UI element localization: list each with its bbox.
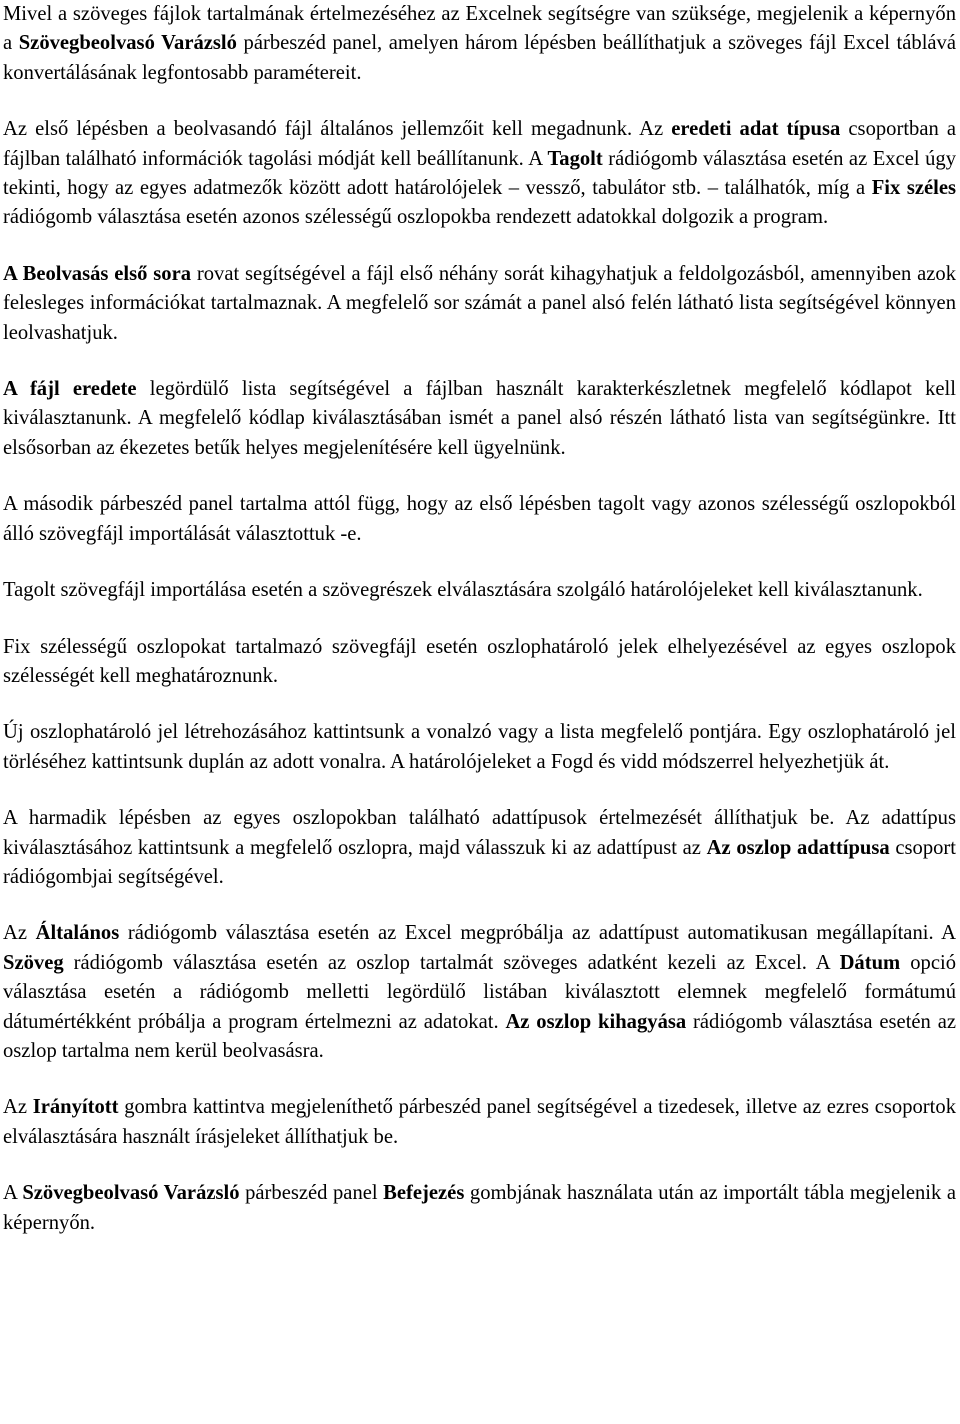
paragraph: [3, 115, 956, 233]
bold-term: A fájl eredete: [3, 378, 137, 401]
bold-term: Irányított: [32, 1096, 119, 1119]
text-run: rádiógomb választása esetén az oszlop tartalmát szöveges adatként kezeli az Excel. A: [63, 951, 840, 974]
bold-term: Szövegbeolvasó Varázsló: [18, 32, 237, 55]
bold-term: eredeti adat típusa: [671, 118, 841, 141]
text-run: Tagolt szövegfájl importálása esetén a szövegrészek elválasztására szolgáló határolójeleket kell kiválasztanunk.: [3, 579, 923, 602]
text-run: legördülő lista segítségével a fájlban használt karakterkészletnek megfelelő kódlapot kell kiválasztanunk. A megfelelő kódlap kiválasztásában ismét a panel alsó részén látható lista van segítségünkre. Itt elsősorban az ékezetes betűk helyes megjelenítésére kell ügyelnünk.: [3, 378, 956, 459]
paragraph: [3, 633, 956, 692]
text-run: rádiógomb választása esetén az Excel úgy tekinti, hogy az egyes adatmezők között adott határolójelek – vessző, tabulátor stb. – találhatók, míg a: [3, 147, 956, 200]
paragraph: [3, 919, 956, 1066]
paragraph: [3, 1093, 956, 1152]
bold-term: Dátum: [839, 951, 901, 974]
paragraph: [3, 718, 956, 777]
text-run: Mivel a szöveges fájlok tartalmának értelmezéséhez az Excelnek segítségre van szüksége, megjelenik a képernyőn a: [3, 3, 956, 55]
text-run: Fix szélességű oszlopokat tartalmazó szövegfájl esetén oszlophatároló jelek elhelyezésével az egyes oszlopok szélességét kell meghatároznunk.: [3, 635, 956, 687]
text-run: A második párbeszéd panel tartalma attól függ, hogy az első lépésben tagolt vagy azonos szélességű oszlopokból álló szövegfájl importálását választottuk -e.: [3, 493, 956, 545]
text-run: csoport rádiógombjai segítségével.: [3, 836, 957, 888]
bold-term: Az oszlop kihagyása: [505, 1010, 687, 1033]
paragraph: [3, 375, 956, 463]
bold-term: A Beolvasás első sora: [3, 262, 192, 285]
text-run: Az: [3, 1096, 33, 1119]
text-run: rádiógomb választása esetén az oszlop tartalma nem kerül beolvasásra.: [3, 1010, 956, 1062]
text-run: rádiógomb választása esetén azonos szélességű oszlopokba rendezett adatokkal dolgozik a program.: [3, 206, 829, 229]
text-run: rovat segítségével a fájl első néhány sorát kihagyhatjuk a feldolgozásból, amennyiben azok felesleges információkat tartalmaznak. A megfelelő sor számát a panel alsó felén látható lista segítségével könnyen leolvashatjuk.: [3, 262, 957, 344]
bold-term: Szövegbeolvasó Varázsló: [22, 1182, 240, 1205]
paragraph: [3, 1179, 956, 1238]
paragraph: [3, 260, 956, 348]
paragraph: [3, 576, 956, 605]
text-run: párbeszéd panel, amelyen három lépésben beállíthatjuk a szöveges fájl Excel táblává konvertálásának legfontosabb paramétereit.: [3, 32, 956, 84]
paragraph: [3, 490, 956, 549]
bold-term: Befejezés: [383, 1182, 465, 1205]
document-page: [3, 0, 956, 1238]
text-run: gombjának használata után az importált tábla megjelenik a képernyőn.: [3, 1182, 957, 1234]
text-run: Az első lépésben a beolvasandó fájl általános jellemzőit kell megadnunk. Az: [3, 118, 672, 141]
bold-term: Szöveg: [3, 951, 64, 974]
text-run: gombra kattintva megjeleníthető párbeszéd panel segítségével a tizedesek, illetve az ezres csoportok elválasztására használt írásjeleket állíthatjuk be.: [3, 1096, 956, 1148]
text-run: opció választása esetén a rádiógomb melletti legördülő listában kiválasztott elemnek megfelelő formátumú dátumértékként próbálja a program értelmezni az adatokat.: [3, 951, 956, 1033]
text-run: Az: [3, 922, 36, 945]
text-run: Új oszlophatároló jel létrehozásához kattintsunk a vonalzó vagy a lista megfelelő pontjára. Egy oszlophatároló jel törléséhez kattintsunk duplán az adott vonalra. A határolójeleket a Fogd és vidd módszerrel helyezhetjük át.: [3, 721, 956, 773]
text-run: csoportban a fájlban található információk tagolási módját kell beállítanunk. A: [3, 118, 956, 170]
paragraph: [3, 0, 956, 88]
text-run: A harmadik lépésben az egyes oszlopokban található adattípusok értelmezését állíthatjuk be. Az adattípus kiválasztásához kattintsunk a megfelelő oszlopra, majd válasszuk ki az adattípust az: [3, 807, 956, 859]
paragraph: [3, 804, 956, 892]
bold-term: Általános: [35, 922, 120, 945]
text-run: A: [3, 1182, 23, 1205]
bold-term: Az oszlop adattípusa: [706, 836, 890, 859]
text-run: párbeszéd panel: [239, 1182, 384, 1205]
text-run: rádiógomb választása esetén az Excel megpróbálja az adattípust automatikusan megállapítani. A: [119, 922, 956, 945]
bold-term: Tagolt: [547, 147, 603, 170]
bold-term: Fix széles: [871, 177, 956, 200]
